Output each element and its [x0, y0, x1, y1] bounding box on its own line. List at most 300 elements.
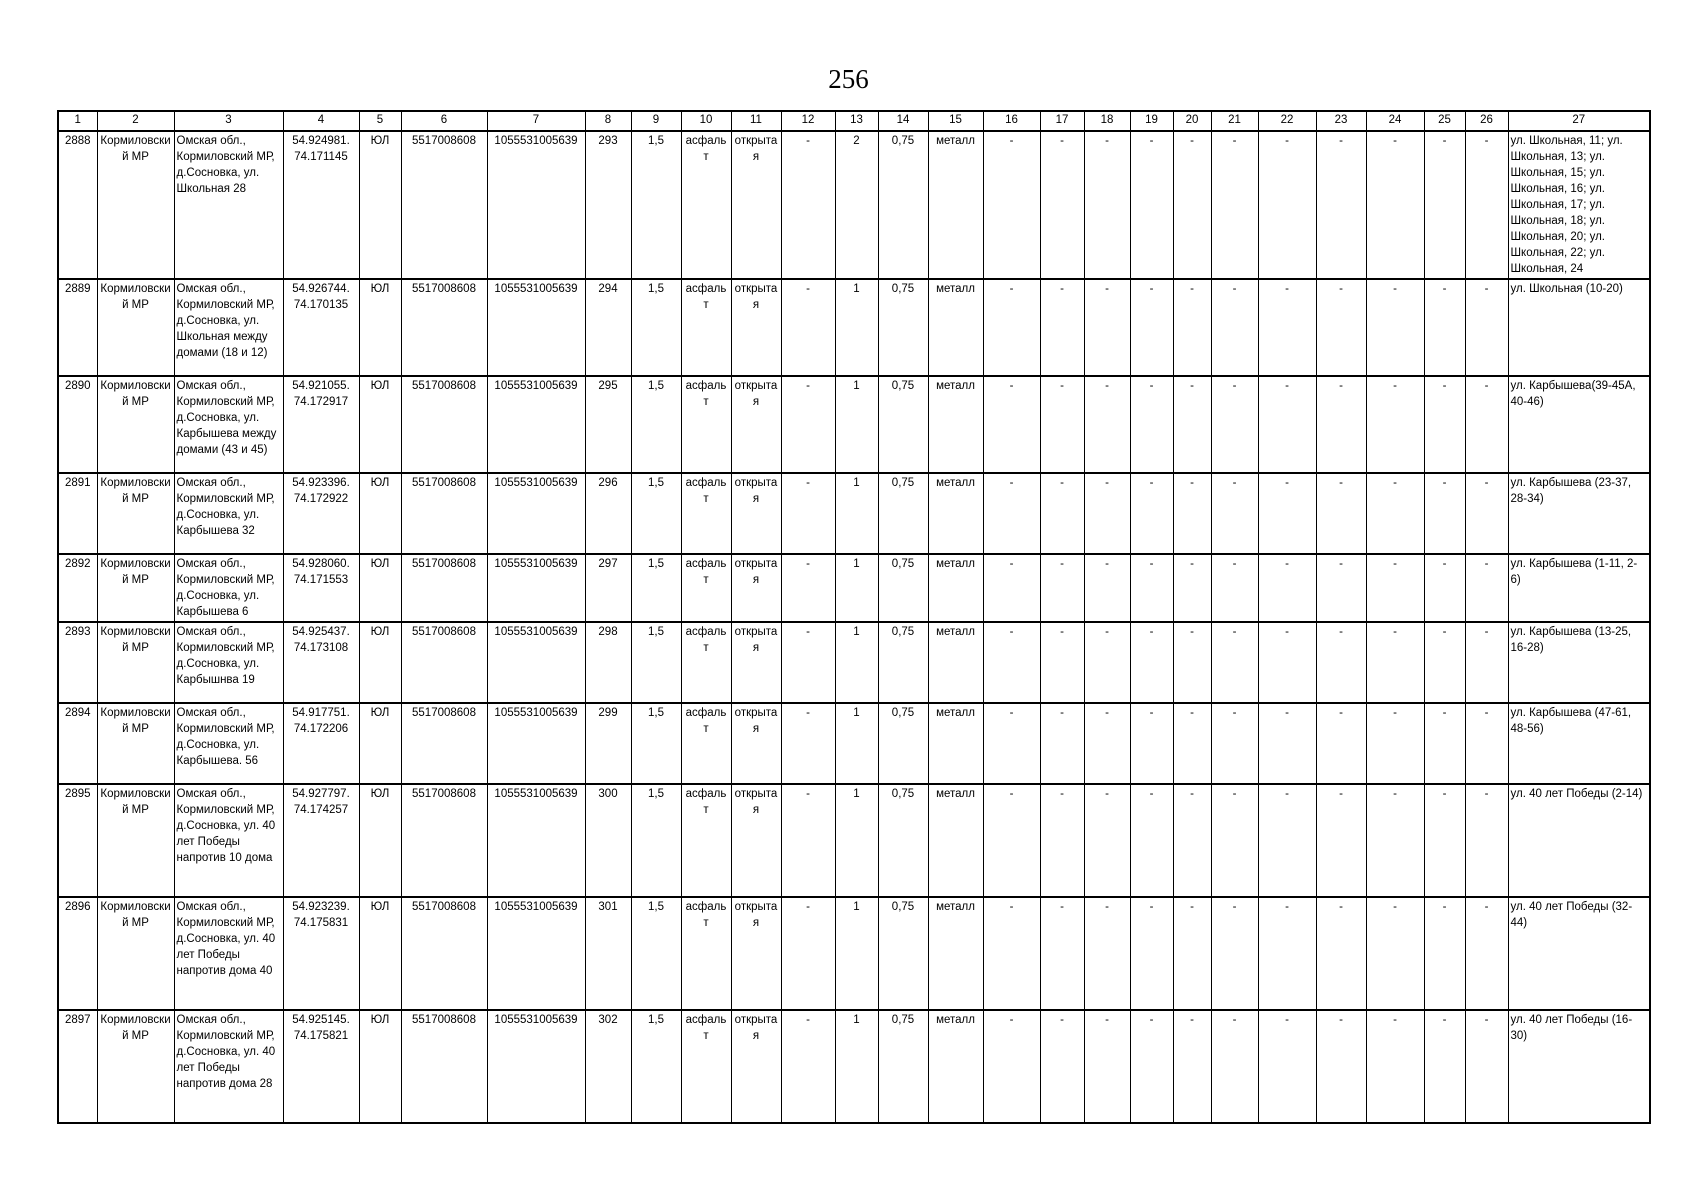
cell-col-12: - — [781, 622, 835, 703]
cell-record-number: 2888 — [58, 131, 97, 279]
cell-district: Кормиловский МР — [97, 376, 174, 473]
table-row — [58, 703, 1650, 784]
cell-col-12: - — [781, 376, 835, 473]
cell-col-22: - — [1258, 279, 1316, 376]
cell-col-18: - — [1084, 1010, 1130, 1123]
cell-area: 1,5 — [631, 784, 681, 897]
cell-col-17: - — [1040, 473, 1084, 554]
column-header: 22 — [1258, 111, 1316, 131]
cell-site-number: 294 — [585, 279, 631, 376]
cell-served-addresses: ул. 40 лет Победы (32-44) — [1508, 897, 1650, 1010]
cell-site-type: открытая — [731, 279, 781, 376]
cell-inn: 5517008608 — [401, 279, 487, 376]
cell-coordinates: 54.927797. 74.174257 — [283, 784, 359, 897]
column-header: 10 — [681, 111, 731, 131]
cell-container-material: металл — [928, 473, 983, 554]
cell-col-23: - — [1316, 622, 1366, 703]
cell-col-23: - — [1316, 554, 1366, 622]
cell-col-22: - — [1258, 784, 1316, 897]
table-row — [58, 554, 1650, 622]
cell-col-22: - — [1258, 473, 1316, 554]
cell-container-volume: 0,75 — [878, 622, 928, 703]
cell-col-21: - — [1211, 703, 1258, 784]
cell-col-18: - — [1084, 279, 1130, 376]
cell-district: Кормиловский МР — [97, 784, 174, 897]
cell-col-16: - — [983, 703, 1040, 784]
cell-col-23: - — [1316, 784, 1366, 897]
cell-container-count: 1 — [835, 376, 878, 473]
cell-container-volume: 0,75 — [878, 279, 928, 376]
cell-address: Омская обл., Кормиловский МР, д.Сосновка, ул. Карбышева 6 — [174, 554, 283, 622]
cell-surface: асфальт — [681, 622, 731, 703]
column-header: 7 — [487, 111, 585, 131]
cell-col-24: - — [1366, 279, 1424, 376]
cell-owner-type: ЮЛ — [359, 703, 401, 784]
cell-container-volume: 0,75 — [878, 473, 928, 554]
cell-col-22: - — [1258, 622, 1316, 703]
cell-served-addresses: ул. Карбышева (47-61, 48-56) — [1508, 703, 1650, 784]
cell-ogrn: 1055531005639 — [487, 131, 585, 279]
column-header: 3 — [174, 111, 283, 131]
cell-col-17: - — [1040, 1010, 1084, 1123]
cell-area: 1,5 — [631, 703, 681, 784]
cell-col-16: - — [983, 131, 1040, 279]
table-row — [58, 1010, 1650, 1123]
column-header: 17 — [1040, 111, 1084, 131]
cell-col-18: - — [1084, 784, 1130, 897]
cell-col-26: - — [1465, 473, 1508, 554]
cell-coordinates: 54.923396. 74.172922 — [283, 473, 359, 554]
cell-container-material: металл — [928, 703, 983, 784]
column-header: 19 — [1130, 111, 1173, 131]
cell-coordinates: 54.928060. 74.171553 — [283, 554, 359, 622]
cell-col-26: - — [1465, 622, 1508, 703]
cell-coordinates: 54.921055. 74.172917 — [283, 376, 359, 473]
cell-col-19: - — [1130, 473, 1173, 554]
cell-served-addresses: ул. Карбышева(39-45А, 40-46) — [1508, 376, 1650, 473]
cell-col-22: - — [1258, 376, 1316, 473]
cell-surface: асфальт — [681, 131, 731, 279]
cell-col-16: - — [983, 784, 1040, 897]
cell-col-19: - — [1130, 622, 1173, 703]
cell-col-24: - — [1366, 622, 1424, 703]
cell-inn: 5517008608 — [401, 1010, 487, 1123]
cell-col-12: - — [781, 897, 835, 1010]
cell-col-16: - — [983, 897, 1040, 1010]
cell-col-21: - — [1211, 376, 1258, 473]
cell-coordinates: 54.926744. 74.170135 — [283, 279, 359, 376]
cell-col-22: - — [1258, 1010, 1316, 1123]
cell-col-17: - — [1040, 703, 1084, 784]
cell-container-count: 1 — [835, 622, 878, 703]
cell-container-count: 1 — [835, 897, 878, 1010]
cell-ogrn: 1055531005639 — [487, 784, 585, 897]
cell-col-25: - — [1424, 376, 1465, 473]
cell-site-number: 295 — [585, 376, 631, 473]
cell-col-12: - — [781, 279, 835, 376]
column-header: 25 — [1424, 111, 1465, 131]
cell-area: 1,5 — [631, 897, 681, 1010]
cell-district: Кормиловский МР — [97, 131, 174, 279]
column-header: 18 — [1084, 111, 1130, 131]
cell-address: Омская обл., Кормиловский МР, д.Сосновка, ул. 40 лет Победы напротив 10 дома — [174, 784, 283, 897]
cell-address: Омская обл., Кормиловский МР, д.Сосновка, ул. 40 лет Победы напротив дома 28 — [174, 1010, 283, 1123]
cell-col-25: - — [1424, 784, 1465, 897]
cell-col-12: - — [781, 784, 835, 897]
cell-col-25: - — [1424, 554, 1465, 622]
cell-container-material: металл — [928, 554, 983, 622]
cell-inn: 5517008608 — [401, 473, 487, 554]
cell-col-21: - — [1211, 473, 1258, 554]
cell-container-material: металл — [928, 1010, 983, 1123]
cell-col-20: - — [1173, 131, 1211, 279]
column-header: 15 — [928, 111, 983, 131]
cell-inn: 5517008608 — [401, 376, 487, 473]
cell-surface: асфальт — [681, 554, 731, 622]
cell-district: Кормиловский МР — [97, 279, 174, 376]
cell-col-26: - — [1465, 279, 1508, 376]
cell-col-19: - — [1130, 784, 1173, 897]
cell-container-count: 1 — [835, 784, 878, 897]
cell-owner-type: ЮЛ — [359, 784, 401, 897]
cell-col-24: - — [1366, 376, 1424, 473]
cell-address: Омская обл., Кормиловский МР, д.Сосновка, ул. Карбышнва 19 — [174, 622, 283, 703]
cell-col-18: - — [1084, 131, 1130, 279]
cell-col-23: - — [1316, 1010, 1366, 1123]
cell-col-20: - — [1173, 279, 1211, 376]
cell-inn: 5517008608 — [401, 784, 487, 897]
cell-col-20: - — [1173, 554, 1211, 622]
cell-record-number: 2890 — [58, 376, 97, 473]
cell-record-number: 2897 — [58, 1010, 97, 1123]
cell-col-12: - — [781, 703, 835, 784]
cell-owner-type: ЮЛ — [359, 554, 401, 622]
cell-col-19: - — [1130, 279, 1173, 376]
cell-col-20: - — [1173, 784, 1211, 897]
cell-col-17: - — [1040, 784, 1084, 897]
cell-col-26: - — [1465, 897, 1508, 1010]
cell-site-type: открытая — [731, 376, 781, 473]
cell-col-16: - — [983, 376, 1040, 473]
cell-owner-type: ЮЛ — [359, 473, 401, 554]
column-header: 13 — [835, 111, 878, 131]
cell-record-number: 2891 — [58, 473, 97, 554]
cell-surface: асфальт — [681, 376, 731, 473]
cell-col-17: - — [1040, 554, 1084, 622]
cell-col-21: - — [1211, 279, 1258, 376]
cell-address: Омская обл., Кормиловский МР, д.Сосновка, ул. 40 лет Победы напротив дома 40 — [174, 897, 283, 1010]
cell-site-type: открытая — [731, 703, 781, 784]
column-header: 12 — [781, 111, 835, 131]
cell-col-12: - — [781, 1010, 835, 1123]
cell-served-addresses: ул. 40 лет Победы (2-14) — [1508, 784, 1650, 897]
cell-site-number: 302 — [585, 1010, 631, 1123]
cell-container-count: 1 — [835, 703, 878, 784]
cell-site-number: 300 — [585, 784, 631, 897]
cell-ogrn: 1055531005639 — [487, 376, 585, 473]
cell-container-volume: 0,75 — [878, 131, 928, 279]
cell-area: 1,5 — [631, 1010, 681, 1123]
cell-col-21: - — [1211, 897, 1258, 1010]
cell-col-24: - — [1366, 703, 1424, 784]
cell-col-19: - — [1130, 554, 1173, 622]
cell-site-number: 296 — [585, 473, 631, 554]
cell-col-12: - — [781, 473, 835, 554]
cell-site-type: открытая — [731, 622, 781, 703]
cell-area: 1,5 — [631, 554, 681, 622]
cell-col-19: - — [1130, 376, 1173, 473]
cell-area: 1,5 — [631, 279, 681, 376]
column-header: 14 — [878, 111, 928, 131]
cell-col-19: - — [1130, 897, 1173, 1010]
cell-col-24: - — [1366, 897, 1424, 1010]
cell-col-24: - — [1366, 1010, 1424, 1123]
cell-col-16: - — [983, 554, 1040, 622]
cell-record-number: 2889 — [58, 279, 97, 376]
cell-ogrn: 1055531005639 — [487, 897, 585, 1010]
cell-area: 1,5 — [631, 376, 681, 473]
cell-col-20: - — [1173, 897, 1211, 1010]
cell-col-21: - — [1211, 622, 1258, 703]
cell-surface: асфальт — [681, 784, 731, 897]
cell-col-25: - — [1424, 703, 1465, 784]
cell-coordinates: 54.925437. 74.173108 — [283, 622, 359, 703]
cell-record-number: 2893 — [58, 622, 97, 703]
cell-district: Кормиловский МР — [97, 554, 174, 622]
cell-surface: асфальт — [681, 473, 731, 554]
cell-container-volume: 0,75 — [878, 703, 928, 784]
cell-container-material: металл — [928, 131, 983, 279]
cell-col-17: - — [1040, 897, 1084, 1010]
column-header: 9 — [631, 111, 681, 131]
cell-owner-type: ЮЛ — [359, 376, 401, 473]
cell-col-21: - — [1211, 784, 1258, 897]
cell-owner-type: ЮЛ — [359, 279, 401, 376]
cell-surface: асфальт — [681, 897, 731, 1010]
cell-owner-type: ЮЛ — [359, 622, 401, 703]
cell-col-21: - — [1211, 131, 1258, 279]
cell-served-addresses: ул. Школьная (10-20) — [1508, 279, 1650, 376]
column-header: 4 — [283, 111, 359, 131]
cell-col-18: - — [1084, 897, 1130, 1010]
table-row — [58, 784, 1650, 897]
cell-coordinates: 54.923239. 74.175831 — [283, 897, 359, 1010]
cell-address: Омская обл., Кормиловский МР, д.Сосновка, ул. Школьная 28 — [174, 131, 283, 279]
column-header: 20 — [1173, 111, 1211, 131]
table-row — [58, 131, 1650, 279]
cell-col-22: - — [1258, 897, 1316, 1010]
column-header: 16 — [983, 111, 1040, 131]
cell-col-17: - — [1040, 279, 1084, 376]
cell-site-number: 297 — [585, 554, 631, 622]
column-header: 21 — [1211, 111, 1258, 131]
cell-col-23: - — [1316, 897, 1366, 1010]
cell-served-addresses: ул. Карбышева (13-25, 16-28) — [1508, 622, 1650, 703]
cell-coordinates: 54.924981. 74.171145 — [283, 131, 359, 279]
cell-ogrn: 1055531005639 — [487, 554, 585, 622]
cell-col-23: - — [1316, 131, 1366, 279]
cell-container-material: металл — [928, 279, 983, 376]
cell-site-type: открытая — [731, 554, 781, 622]
cell-col-25: - — [1424, 897, 1465, 1010]
cell-col-23: - — [1316, 473, 1366, 554]
cell-address: Омская обл., Кормиловский МР, д.Сосновка, ул. Карбышева 32 — [174, 473, 283, 554]
cell-col-22: - — [1258, 703, 1316, 784]
cell-served-addresses: ул. Карбышева (23-37, 28-34) — [1508, 473, 1650, 554]
cell-container-volume: 0,75 — [878, 1010, 928, 1123]
cell-area: 1,5 — [631, 473, 681, 554]
cell-col-25: - — [1424, 1010, 1465, 1123]
cell-col-25: - — [1424, 279, 1465, 376]
cell-container-volume: 0,75 — [878, 897, 928, 1010]
cell-col-23: - — [1316, 703, 1366, 784]
table-row — [58, 473, 1650, 554]
cell-area: 1,5 — [631, 131, 681, 279]
cell-address: Омская обл., Кормиловский МР, д.Сосновка, ул. Школьная между домами (18 и 12) — [174, 279, 283, 376]
cell-record-number: 2896 — [58, 897, 97, 1010]
cell-col-25: - — [1424, 473, 1465, 554]
cell-col-18: - — [1084, 703, 1130, 784]
cell-ogrn: 1055531005639 — [487, 473, 585, 554]
cell-col-20: - — [1173, 473, 1211, 554]
cell-site-type: открытая — [731, 897, 781, 1010]
cell-district: Кормиловский МР — [97, 1010, 174, 1123]
table-row — [58, 622, 1650, 703]
cell-col-26: - — [1465, 376, 1508, 473]
cell-col-23: - — [1316, 279, 1366, 376]
cell-col-19: - — [1130, 1010, 1173, 1123]
cell-site-type: открытая — [731, 1010, 781, 1123]
column-header: 2 — [97, 111, 174, 131]
cell-col-12: - — [781, 554, 835, 622]
cell-record-number: 2892 — [58, 554, 97, 622]
cell-col-26: - — [1465, 554, 1508, 622]
cell-col-21: - — [1211, 554, 1258, 622]
table-row — [58, 897, 1650, 1010]
cell-col-19: - — [1130, 131, 1173, 279]
cell-col-16: - — [983, 279, 1040, 376]
cell-owner-type: ЮЛ — [359, 1010, 401, 1123]
cell-ogrn: 1055531005639 — [487, 622, 585, 703]
cell-col-24: - — [1366, 473, 1424, 554]
cell-site-number: 299 — [585, 703, 631, 784]
cell-container-material: металл — [928, 784, 983, 897]
cell-coordinates: 54.917751. 74.172206 — [283, 703, 359, 784]
column-header: 11 — [731, 111, 781, 131]
cell-served-addresses: ул. Карбышева (1-11, 2-6) — [1508, 554, 1650, 622]
cell-col-24: - — [1366, 784, 1424, 897]
cell-surface: асфальт — [681, 279, 731, 376]
cell-site-number: 298 — [585, 622, 631, 703]
cell-col-24: - — [1366, 131, 1424, 279]
cell-col-26: - — [1465, 1010, 1508, 1123]
page-number: 256 — [828, 64, 869, 94]
cell-col-21: - — [1211, 1010, 1258, 1123]
cell-col-18: - — [1084, 376, 1130, 473]
cell-site-type: открытая — [731, 131, 781, 279]
cell-container-material: металл — [928, 376, 983, 473]
column-header: 6 — [401, 111, 487, 131]
cell-served-addresses: ул. 40 лет Победы (16-30) — [1508, 1010, 1650, 1123]
cell-col-16: - — [983, 473, 1040, 554]
cell-col-17: - — [1040, 131, 1084, 279]
cell-container-material: металл — [928, 622, 983, 703]
cell-col-23: - — [1316, 376, 1366, 473]
cell-col-25: - — [1424, 622, 1465, 703]
cell-container-volume: 0,75 — [878, 376, 928, 473]
cell-container-count: 1 — [835, 279, 878, 376]
cell-container-volume: 0,75 — [878, 784, 928, 897]
cell-district: Кормиловский МР — [97, 897, 174, 1010]
cell-col-20: - — [1173, 703, 1211, 784]
cell-container-count: 1 — [835, 473, 878, 554]
cell-container-count: 1 — [835, 554, 878, 622]
cell-col-16: - — [983, 622, 1040, 703]
cell-ogrn: 1055531005639 — [487, 279, 585, 376]
cell-col-12: - — [781, 131, 835, 279]
cell-inn: 5517008608 — [401, 131, 487, 279]
cell-inn: 5517008608 — [401, 554, 487, 622]
cell-site-type: открытая — [731, 784, 781, 897]
cell-container-material: металл — [928, 897, 983, 1010]
table-row — [58, 279, 1650, 376]
column-header: 24 — [1366, 111, 1424, 131]
cell-inn: 5517008608 — [401, 897, 487, 1010]
cell-ogrn: 1055531005639 — [487, 703, 585, 784]
cell-district: Кормиловский МР — [97, 622, 174, 703]
cell-surface: асфальт — [681, 703, 731, 784]
cell-district: Кормиловский МР — [97, 473, 174, 554]
cell-served-addresses: ул. Школьная, 11; ул. Школьная, 13; ул. Школьная, 15; ул. Школьная, 16; ул. Школьная, 17; ул. Школьная, 18; ул. Школьная, 20; ул. Школьная, 22; ул. Школьная, 24 — [1508, 131, 1650, 279]
cell-inn: 5517008608 — [401, 622, 487, 703]
cell-site-number: 293 — [585, 131, 631, 279]
cell-col-26: - — [1465, 131, 1508, 279]
cell-col-22: - — [1258, 554, 1316, 622]
cell-address: Омская обл., Кормиловский МР, д.Сосновка, ул. Карбышева между домами (43 и 45) — [174, 376, 283, 473]
cell-col-18: - — [1084, 473, 1130, 554]
cell-container-count: 1 — [835, 1010, 878, 1123]
cell-col-17: - — [1040, 376, 1084, 473]
cell-site-number: 301 — [585, 897, 631, 1010]
cell-container-count: 2 — [835, 131, 878, 279]
cell-col-26: - — [1465, 784, 1508, 897]
column-header: 8 — [585, 111, 631, 131]
cell-col-18: - — [1084, 554, 1130, 622]
cell-col-25: - — [1424, 131, 1465, 279]
column-header: 26 — [1465, 111, 1508, 131]
cell-record-number: 2895 — [58, 784, 97, 897]
cell-site-type: открытая — [731, 473, 781, 554]
cell-ogrn: 1055531005639 — [487, 1010, 585, 1123]
column-header: 27 — [1508, 111, 1650, 131]
cell-owner-type: ЮЛ — [359, 897, 401, 1010]
cell-col-20: - — [1173, 1010, 1211, 1123]
cell-container-volume: 0,75 — [878, 554, 928, 622]
cell-surface: асфальт — [681, 1010, 731, 1123]
cell-col-24: - — [1366, 554, 1424, 622]
cell-inn: 5517008608 — [401, 703, 487, 784]
cell-col-20: - — [1173, 622, 1211, 703]
cell-address: Омская обл., Кормиловский МР, д.Сосновка, ул. Карбышева. 56 — [174, 703, 283, 784]
cell-record-number: 2894 — [58, 703, 97, 784]
cell-col-22: - — [1258, 131, 1316, 279]
container-sites-table — [57, 110, 1651, 1124]
column-header: 1 — [58, 111, 97, 131]
cell-district: Кормиловский МР — [97, 703, 174, 784]
cell-area: 1,5 — [631, 622, 681, 703]
cell-coordinates: 54.925145. 74.175821 — [283, 1010, 359, 1123]
cell-col-20: - — [1173, 376, 1211, 473]
